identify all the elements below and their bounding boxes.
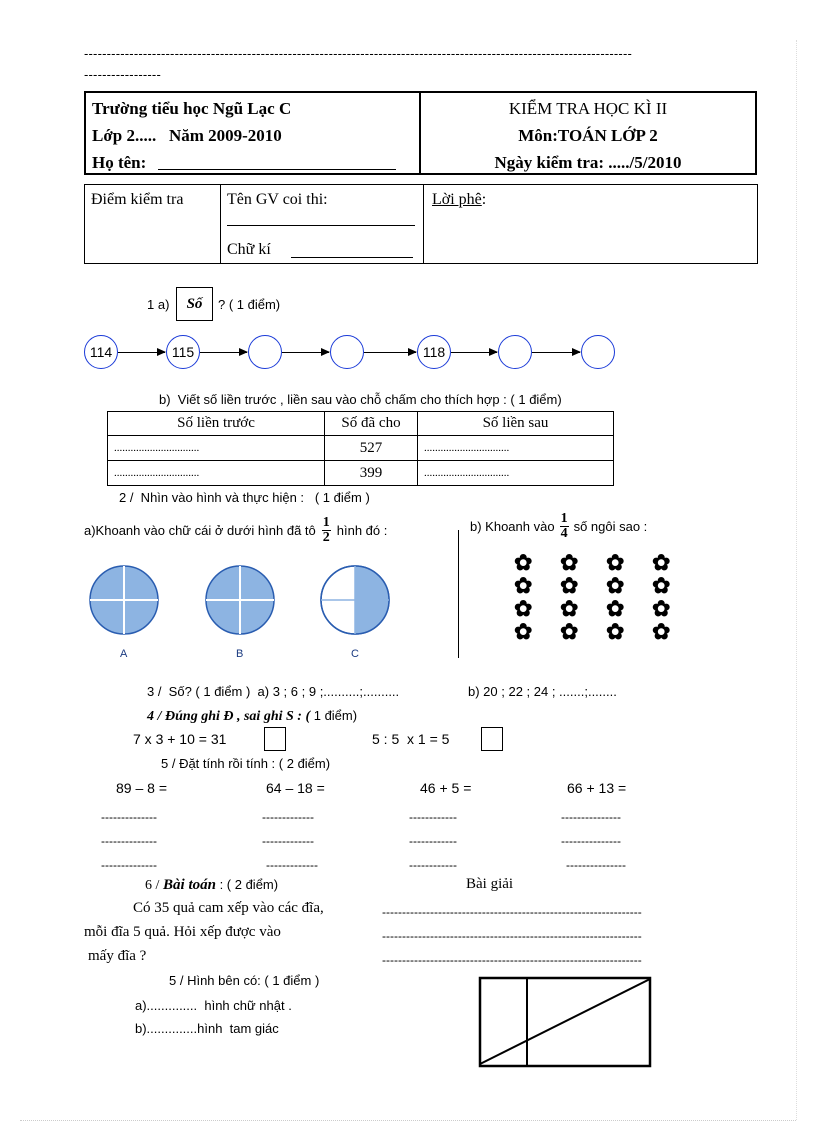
q7-title: 5 / Hình bên có: ( 1 điểm ) bbox=[169, 973, 320, 988]
q6-answer-line-1: ----------------------------------------------------------------- bbox=[382, 905, 642, 919]
q4-title-tail: 1 điểm) bbox=[310, 708, 358, 723]
q7-part-b: b)..............hình tam giác bbox=[135, 1021, 279, 1036]
star-r2-c3[interactable]: ✿ bbox=[606, 573, 625, 598]
name-label: Họ tên: bbox=[92, 153, 147, 172]
q6-problem-line-1: Có 35 quả cam xếp vào các đĩa, bbox=[133, 900, 324, 916]
q6-problem-line-3: mấy đĩa ? bbox=[88, 948, 147, 964]
q5-ws4-line1: --------------- bbox=[561, 810, 621, 824]
number-circle-4[interactable] bbox=[330, 335, 364, 369]
q4-title-num: 4 / bbox=[147, 709, 162, 724]
star-r3-c1[interactable]: ✿ bbox=[514, 596, 533, 621]
star-r4-c3[interactable]: ✿ bbox=[606, 619, 625, 644]
arrow-5 bbox=[451, 352, 497, 353]
page-right-border bbox=[796, 40, 797, 1120]
q5-workspace-2[interactable] bbox=[262, 805, 318, 877]
q1-boxed-word: Số bbox=[186, 295, 203, 312]
q6-problem-line-2: mỗi đĩa 5 quả. Hỏi xếp được vào bbox=[84, 924, 281, 940]
q1b-header-given: Số đã cho bbox=[325, 412, 418, 436]
score-divider bbox=[220, 185, 221, 263]
q7-diagonal-line bbox=[480, 979, 650, 1064]
q5-ws1-line1: -------------- bbox=[101, 810, 157, 824]
q3-part-b: b) 20 ; 22 ; 24 ; .......;........ bbox=[468, 684, 617, 699]
q1-prefix: 1 a) bbox=[147, 297, 170, 312]
name-blank-line[interactable] bbox=[158, 169, 396, 170]
number-circle-5: 118 bbox=[417, 335, 451, 369]
q5-workspace-3[interactable] bbox=[409, 805, 457, 877]
q5-ws3-line2: ------------ bbox=[409, 834, 457, 848]
q1-boxed-word-frame bbox=[176, 287, 213, 321]
q5-expr-1: 89 – 8 = bbox=[116, 780, 167, 796]
comment-label: Lời phê bbox=[432, 191, 482, 208]
q2a-frac-den: 2 bbox=[322, 530, 330, 545]
q6-title bbox=[145, 877, 278, 894]
q3-part-a: 3 / Số? ( 1 điểm ) a) 3 ; 6 ; 9 ;..........;.......... bbox=[147, 684, 400, 699]
teacher-blank-line[interactable] bbox=[227, 225, 415, 226]
exam-date: Ngày kiểm tra: ...../5/2010 bbox=[494, 153, 682, 172]
pie-c[interactable] bbox=[321, 566, 389, 634]
q6-title-bold: Bài toán bbox=[163, 877, 216, 893]
q2a-frac-num: 1 bbox=[322, 515, 330, 530]
q4-title-bold: Đúng ghi Đ , sai ghi S : ( bbox=[165, 709, 311, 724]
q2b-fraction bbox=[560, 512, 569, 541]
q2b-frac-den: 4 bbox=[560, 526, 568, 541]
number-circle-6[interactable] bbox=[498, 335, 532, 369]
subject: Môn:TOÁN LỚP 2 bbox=[518, 126, 658, 145]
signature-label: Chữ kí bbox=[227, 241, 271, 258]
pie-b[interactable] bbox=[206, 566, 274, 634]
arrow-6 bbox=[532, 352, 580, 353]
q6-answer-area[interactable] bbox=[382, 900, 732, 972]
number-circle-3[interactable] bbox=[248, 335, 282, 369]
q2a-prefix: a)Khoanh vào chữ cái ở dưới hình đã tô bbox=[84, 523, 316, 538]
q2-title: 2 / Nhìn vào hình và thực hiện : ( 1 điểm ) bbox=[119, 490, 370, 505]
arrow-2 bbox=[200, 352, 247, 353]
pie-a[interactable] bbox=[90, 566, 158, 634]
number-circle-7[interactable] bbox=[581, 335, 615, 369]
school-name: Trường tiểu học Ngũ Lạc C bbox=[92, 99, 292, 118]
q2a-suffix: hình đó : bbox=[336, 523, 388, 538]
q6-answer-line-2: ----------------------------------------------------------------- bbox=[382, 929, 642, 943]
q6-title-tail: : ( 2 điểm) bbox=[215, 877, 279, 892]
arrow-1 bbox=[118, 352, 165, 353]
star-r3-c3[interactable]: ✿ bbox=[606, 596, 625, 621]
pie-label-a[interactable]: A bbox=[120, 648, 128, 660]
q5-ws3-line3: ------------ bbox=[409, 858, 457, 872]
q1b-cell-given-2: 399 bbox=[325, 461, 418, 486]
exam-info-box bbox=[419, 91, 757, 175]
q4-answer-box-2[interactable] bbox=[481, 727, 503, 751]
star-r1-c1[interactable]: ✿ bbox=[514, 550, 533, 575]
star-r3-c4[interactable]: ✿ bbox=[652, 596, 671, 621]
score-table bbox=[84, 184, 758, 264]
q5-ws4-line2: --------------- bbox=[561, 834, 621, 848]
q7-shape-figure bbox=[478, 976, 654, 1070]
exam-title: KIỂM TRA HỌC KÌ II bbox=[508, 99, 668, 118]
signature-blank-line[interactable] bbox=[291, 257, 413, 258]
q5-workspace-1[interactable] bbox=[101, 805, 157, 877]
comment-colon: : bbox=[481, 191, 487, 208]
class-year: Lớp 2..... Năm 2009-2010 bbox=[92, 126, 282, 145]
q2a-instruction bbox=[84, 516, 387, 545]
star-r4-c1[interactable]: ✿ bbox=[514, 619, 533, 644]
q5-workspace-4[interactable] bbox=[561, 805, 626, 877]
teacher-label: Tên GV coi thi: bbox=[227, 191, 328, 208]
q1b-header-after: Số liền sau bbox=[418, 412, 614, 436]
star-r1-c3[interactable]: ✿ bbox=[606, 550, 625, 575]
q2b-prefix: b) Khoanh vào bbox=[470, 519, 555, 534]
q4-expr-1: 7 x 3 + 10 = 31 bbox=[133, 731, 227, 747]
star-r1-c4[interactable]: ✿ bbox=[652, 550, 671, 575]
q2a-fraction bbox=[322, 516, 331, 545]
star-r1-c2[interactable]: ✿ bbox=[560, 550, 579, 575]
star-r4-c2[interactable]: ✿ bbox=[560, 619, 579, 644]
q1b-header-before: Số liền trước bbox=[108, 412, 325, 436]
comment-label-wrap bbox=[432, 191, 486, 209]
q5-ws4-line3: --------------- bbox=[566, 858, 626, 872]
q2-vertical-divider bbox=[458, 530, 459, 658]
q5-expr-4: 66 + 13 = bbox=[567, 780, 627, 796]
q5-title: 5 / Đặt tính rồi tính : ( 2 điểm) bbox=[161, 756, 331, 771]
q1b-cell-given-1: 527 bbox=[325, 436, 418, 461]
top-dashed-line-2: ----------------- bbox=[84, 67, 161, 82]
q1b-cell-before-1[interactable]: ............................... bbox=[108, 436, 325, 461]
score-label: Điểm kiểm tra bbox=[91, 191, 184, 208]
q6-answer-line-3: ----------------------------------------------------------------- bbox=[382, 953, 642, 967]
q5-expr-3: 46 + 5 = bbox=[420, 780, 472, 796]
q6-title-num: 6 / bbox=[145, 878, 160, 893]
top-dashed-line-1: ------------------------------------------------------------------------------------------------------------------------- bbox=[84, 46, 633, 61]
q1b-cell-after-2[interactable]: ............................... bbox=[418, 461, 614, 486]
star-r2-c4[interactable]: ✿ bbox=[652, 573, 671, 598]
q1b-cell-after-1[interactable]: ............................... bbox=[418, 436, 614, 461]
star-r2-c1[interactable]: ✿ bbox=[514, 573, 533, 598]
q5-ws2-line1: ------------- bbox=[262, 810, 314, 824]
arrow-4 bbox=[364, 352, 416, 353]
q5-ws3-line1: ------------ bbox=[409, 810, 457, 824]
q1-suffix: ? ( 1 điểm) bbox=[218, 297, 281, 312]
q5-ws2-line3: ------------- bbox=[266, 858, 318, 872]
q5-expr-2: 64 – 18 = bbox=[266, 780, 325, 796]
q2b-frac-num: 1 bbox=[560, 511, 568, 526]
comment-divider bbox=[423, 185, 424, 263]
q5-ws2-line2: ------------- bbox=[262, 834, 314, 848]
q5-ws1-line2: -------------- bbox=[101, 834, 157, 848]
arrow-3 bbox=[282, 352, 329, 353]
q1b-instruction: b) Viết số liền trước , liền sau vào chỗ chấm cho thích hợp : ( 1 điểm) bbox=[159, 392, 562, 407]
q4-expr-2: 5 : 5 x 1 = 5 bbox=[372, 731, 450, 747]
number-circle-2: 115 bbox=[166, 335, 200, 369]
star-r4-c4[interactable]: ✿ bbox=[652, 619, 671, 644]
q4-answer-box-1[interactable] bbox=[264, 727, 286, 751]
q5-ws1-line3: -------------- bbox=[101, 858, 157, 872]
star-grid bbox=[514, 552, 684, 648]
pie-label-c[interactable]: C bbox=[351, 648, 359, 660]
q4-title bbox=[147, 708, 357, 725]
page-bottom-border bbox=[20, 1120, 796, 1121]
number-circle-1: 114 bbox=[84, 335, 118, 369]
pie-label-b[interactable]: B bbox=[236, 648, 244, 660]
q1b-cell-before-2[interactable]: ............................... bbox=[108, 461, 325, 486]
star-r2-c2[interactable]: ✿ bbox=[560, 573, 579, 598]
q2b-instruction bbox=[470, 512, 647, 541]
star-r3-c2[interactable]: ✿ bbox=[560, 596, 579, 621]
q2b-suffix: số ngôi sao : bbox=[573, 519, 648, 534]
q7-part-a: a).............. hình chữ nhật . bbox=[135, 998, 292, 1013]
school-info-box bbox=[84, 91, 421, 175]
q6-solution-label: Bài giải bbox=[466, 876, 514, 892]
q1b-table bbox=[107, 411, 614, 486]
